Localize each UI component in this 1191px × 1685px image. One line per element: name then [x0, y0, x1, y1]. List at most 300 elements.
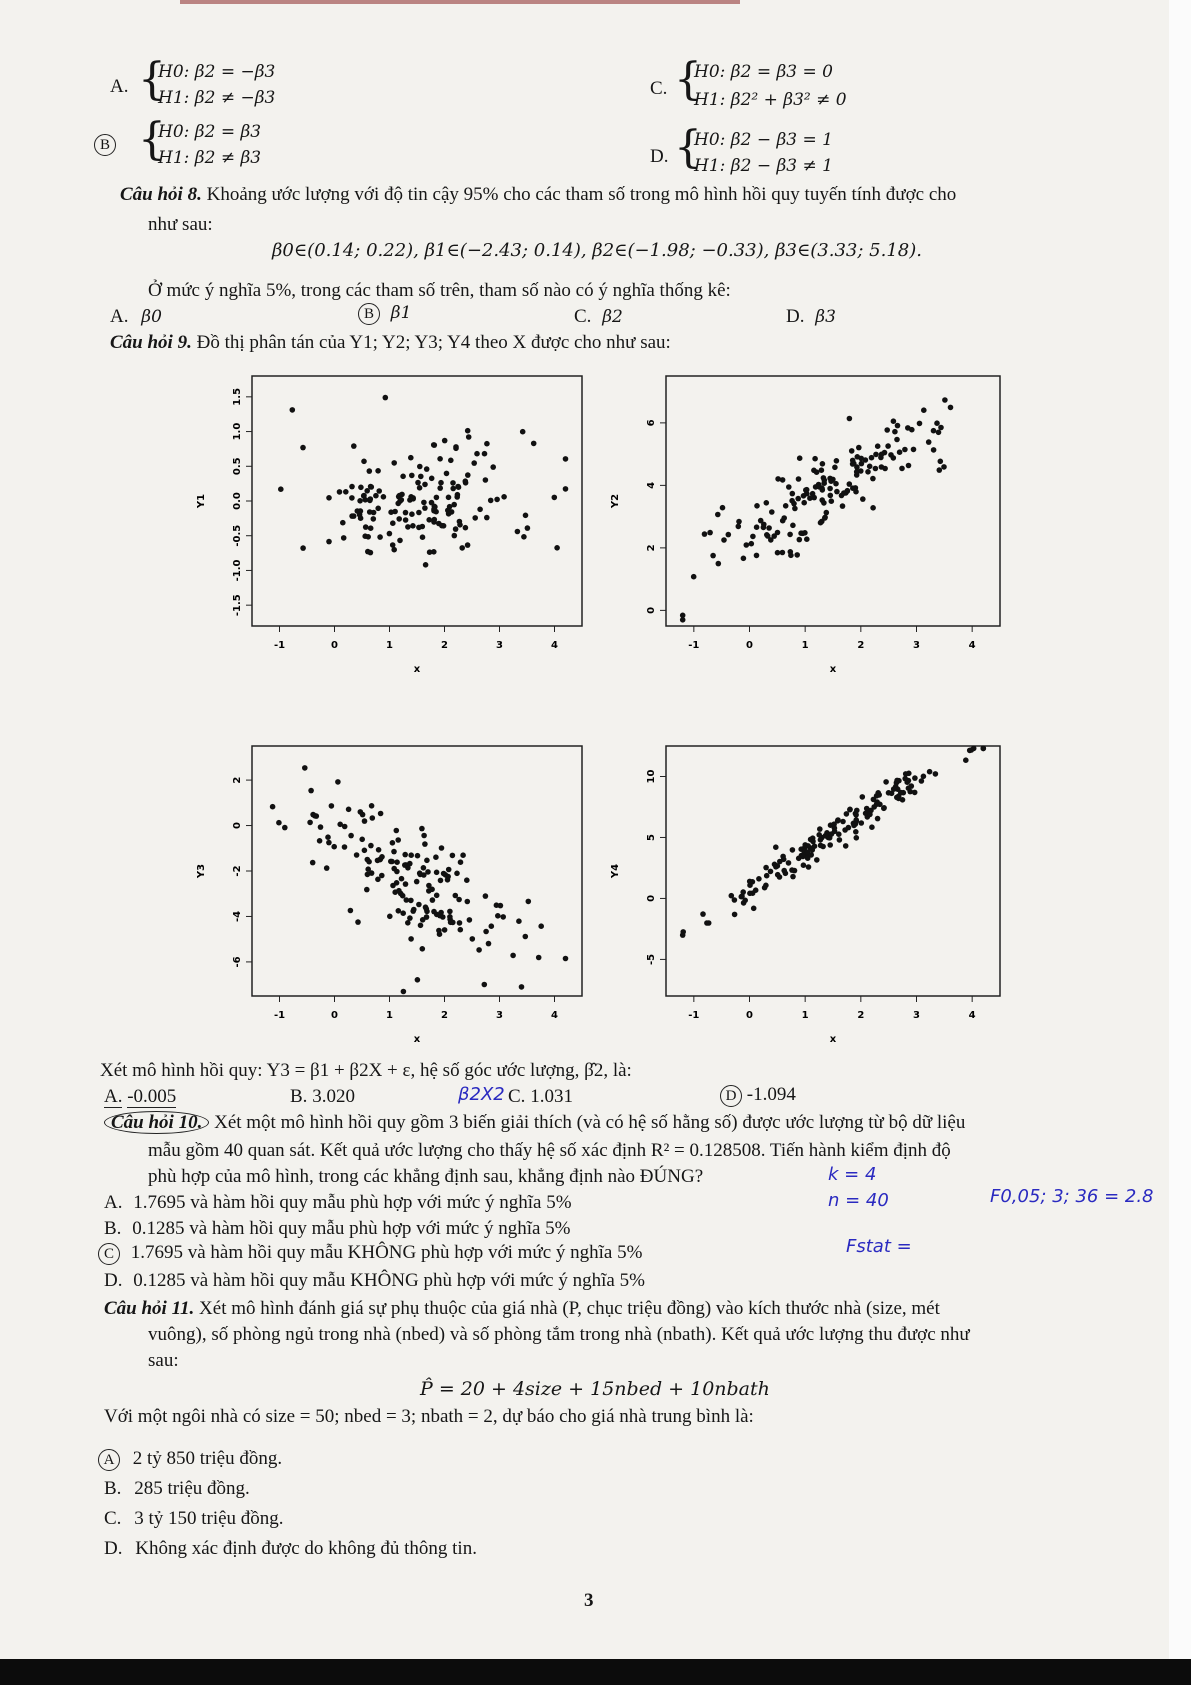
y-tick-label: -4 [232, 910, 243, 923]
y-tick-label: 0.5 [232, 457, 243, 476]
data-point [563, 486, 569, 492]
data-point [849, 448, 855, 454]
data-point [876, 792, 882, 798]
data-point [847, 416, 853, 422]
y-axis-label: Y2 [610, 493, 621, 509]
data-point [769, 509, 775, 515]
data-point [521, 534, 527, 540]
data-point [427, 549, 433, 555]
x-axis-label: x [413, 1034, 421, 1045]
q11-text2: vuông), số phòng ngủ trong nhà (nbed) và số phòng tắm trong nhà (nbath). Kết quả ước lượng thu được như [148, 1324, 970, 1345]
data-point [756, 876, 762, 882]
data-point [794, 552, 800, 558]
data-point [780, 550, 786, 556]
y-tick-label: 0 [646, 606, 657, 614]
data-point [431, 442, 437, 448]
data-point [536, 955, 542, 961]
y-tick-label: -5 [646, 953, 657, 965]
data-point [523, 513, 529, 519]
x-axis-label: x [829, 1034, 837, 1045]
data-point [931, 447, 937, 453]
data-point [346, 807, 352, 813]
q11-line1 [104, 1298, 940, 1320]
data-point [399, 497, 405, 503]
data-point [881, 805, 887, 811]
data-point [853, 489, 859, 495]
data-point [340, 520, 346, 526]
data-point [495, 913, 501, 919]
data-point [919, 778, 925, 784]
data-point [369, 870, 375, 876]
data-point [421, 833, 427, 839]
data-point [820, 487, 826, 493]
data-point [933, 771, 939, 777]
data-point [387, 914, 393, 920]
q8-option-b[interactable]: B β1 [358, 302, 411, 325]
data-point [390, 840, 396, 846]
data-point [792, 506, 798, 512]
data-point [471, 460, 477, 466]
data-point [818, 520, 824, 526]
data-point [486, 941, 492, 947]
data-point [829, 498, 835, 504]
data-point [902, 447, 908, 453]
q8-intervals: β0∈(0.14; 0.22), β1∈(−2.43; 0.14), β2∈(−1.98; −0.33), β3∈(3.33; 5.18). [272, 240, 922, 261]
data-point [702, 531, 708, 537]
data-point [883, 779, 889, 785]
data-point [368, 496, 374, 502]
data-point [394, 869, 400, 875]
data-point [378, 811, 384, 817]
data-point [931, 428, 937, 434]
data-point [886, 790, 892, 796]
data-point [855, 454, 861, 460]
data-point [707, 530, 713, 536]
data-point [754, 503, 760, 509]
y-tick-label: 0 [646, 894, 657, 902]
data-point [397, 538, 403, 544]
data-point [834, 489, 840, 495]
data-point [764, 500, 770, 506]
q10-option-c[interactable]: C 1.7695 và hàm hồi quy mẫu KHÔNG phù hợp với mức ý nghĩa 5% [98, 1242, 642, 1265]
data-point [409, 511, 415, 517]
data-point [419, 826, 425, 832]
data-point [465, 472, 471, 478]
data-point [326, 840, 332, 846]
data-point [375, 858, 381, 864]
data-point [892, 429, 898, 435]
q11-title: Câu hỏi 11. [104, 1298, 195, 1319]
data-point [308, 788, 314, 794]
q8-option-a[interactable]: A. β0 [110, 306, 162, 327]
data-point [389, 859, 395, 865]
data-point [921, 407, 927, 413]
q11-option-b[interactable]: B. 285 triệu đồng. [104, 1478, 250, 1499]
data-point [441, 523, 447, 529]
selected-answer-mark: C [98, 1243, 120, 1265]
y-tick-label: 1.5 [232, 387, 243, 406]
data-point [410, 523, 416, 529]
q10-handwriting-fstat: Fstat = [846, 1236, 912, 1257]
data-point [835, 817, 841, 823]
data-point [842, 827, 848, 833]
data-point [899, 466, 905, 472]
data-point [422, 841, 428, 847]
data-point [869, 455, 875, 461]
x-tick-label: 3 [913, 1010, 920, 1021]
q10-text3: phù hợp của mô hình, trong các khẳng định sau, khẳng định nào ĐÚNG? [148, 1166, 704, 1187]
data-point [860, 794, 866, 800]
data-point [375, 468, 381, 474]
data-point [390, 520, 396, 526]
data-point [847, 481, 853, 487]
q9-option-c[interactable]: C. 1.031 [508, 1086, 573, 1107]
data-point [850, 458, 856, 464]
data-point [912, 775, 918, 781]
data-point [472, 515, 478, 521]
data-point [466, 434, 472, 440]
data-point [446, 867, 452, 873]
data-point [856, 445, 862, 451]
x-tick-label: 0 [331, 640, 338, 651]
data-point [387, 531, 393, 537]
data-point [444, 471, 450, 477]
data-point [736, 524, 742, 530]
y-tick-label: 1.0 [232, 422, 243, 441]
data-point [362, 533, 368, 539]
q11-option-d[interactable]: D. Không xác định được do không đủ thông tin. [104, 1538, 477, 1559]
data-point [867, 464, 873, 470]
y-tick-label: -2 [232, 865, 243, 877]
data-point [832, 825, 838, 831]
data-point [907, 789, 913, 795]
q9-option-b[interactable]: B. 3.020 [290, 1086, 355, 1107]
data-point [362, 818, 368, 824]
data-point [525, 525, 531, 531]
data-point [403, 510, 409, 516]
data-point [337, 489, 343, 495]
data-point [325, 834, 331, 840]
data-point [865, 469, 871, 475]
data-point [854, 808, 860, 814]
data-point [422, 505, 428, 511]
data-point [426, 517, 432, 523]
data-point [810, 491, 816, 497]
data-point [375, 877, 381, 883]
data-point [754, 524, 760, 530]
data-point [843, 843, 849, 849]
data-point [405, 524, 411, 530]
q10-text1: Xét một mô hình hồi quy gồm 3 biến giải thích (và có hệ số hằng số) được ước lượng từ bộ dữ liệu [214, 1112, 966, 1133]
data-point [763, 865, 769, 871]
x-tick-label: 0 [746, 1010, 753, 1021]
x-tick-label: 2 [857, 1010, 865, 1021]
data-point [402, 862, 408, 868]
q8-option-c[interactable]: C. β2 [574, 306, 623, 327]
x-tick-label: -1 [688, 640, 700, 651]
data-point [367, 468, 373, 474]
data-point [768, 537, 774, 543]
data-point [455, 492, 461, 498]
data-point [437, 456, 443, 462]
q9-option-a[interactable]: A. -0.005 [104, 1086, 177, 1107]
data-point [821, 500, 827, 506]
y-tick-label: 2 [232, 776, 243, 784]
points [680, 746, 986, 938]
data-point [775, 550, 781, 556]
data-point [870, 476, 876, 482]
data-point [474, 451, 480, 457]
data-point [437, 485, 443, 491]
data-point [418, 923, 424, 929]
data-point [418, 474, 424, 480]
data-point [424, 466, 430, 472]
data-point [394, 859, 400, 865]
data-point [895, 423, 901, 429]
data-point [891, 786, 897, 792]
data-point [720, 505, 726, 511]
data-point [937, 467, 943, 473]
data-point [420, 534, 426, 540]
data-point [812, 456, 818, 462]
data-point [822, 477, 828, 483]
y-tick-label: 6 [646, 419, 657, 427]
data-point [433, 854, 439, 860]
data-point [927, 769, 933, 775]
data-point [460, 852, 466, 858]
data-point [775, 872, 781, 878]
data-point [749, 541, 755, 547]
y-tick-label: 10 [646, 769, 657, 784]
data-point [787, 532, 793, 538]
data-point [302, 765, 308, 771]
data-point [437, 913, 443, 919]
data-point [859, 461, 865, 467]
data-point [483, 477, 489, 483]
data-point [300, 445, 306, 451]
data-point [894, 778, 900, 784]
data-point [355, 508, 361, 514]
data-point [371, 516, 377, 522]
data-point [442, 438, 448, 444]
data-point [331, 844, 337, 850]
data-point [358, 515, 364, 521]
data-point [409, 473, 415, 479]
q8-text2: như sau: [148, 214, 213, 235]
data-point [981, 746, 987, 752]
data-point [773, 844, 779, 850]
data-point [790, 847, 796, 853]
data-point [836, 831, 842, 837]
data-point [351, 443, 357, 449]
data-point [362, 848, 368, 854]
data-point [423, 904, 429, 910]
data-point [376, 488, 382, 494]
data-point [796, 476, 802, 482]
data-point [828, 493, 834, 499]
data-point [364, 488, 370, 494]
data-point [736, 519, 742, 525]
data-point [349, 484, 355, 490]
page-number: 3 [584, 1590, 594, 1611]
points [278, 395, 568, 568]
data-point [840, 819, 846, 825]
x-tick-label: 2 [441, 1010, 448, 1021]
data-point [484, 515, 490, 521]
data-point [563, 956, 569, 962]
page-bottom-edge [0, 1659, 1191, 1685]
brace: { [674, 54, 702, 105]
data-point [463, 525, 469, 531]
data-point [467, 917, 473, 923]
plot-frame [252, 376, 582, 626]
data-point [798, 530, 804, 536]
data-point [270, 804, 276, 810]
data-point [795, 496, 801, 502]
q9-model: Xét mô hình hồi quy: Y3 = β1 + β2X + ε, hệ số góc ước lượng, β̂2, là: [100, 1060, 632, 1081]
data-point [434, 893, 440, 899]
data-point [729, 893, 735, 899]
q9-text: Đồ thị phân tán của Y1; Y2; Y3; Y4 theo X được cho như sau: [196, 332, 671, 353]
scatter-y3 [180, 740, 600, 1050]
data-point [788, 549, 794, 555]
plot-frame [252, 746, 582, 996]
y-axis-label: Y1 [196, 493, 207, 509]
data-point [300, 545, 306, 551]
data-point [369, 484, 375, 490]
data-point [884, 427, 890, 433]
data-point [476, 947, 482, 953]
data-point [463, 478, 469, 484]
data-point [860, 496, 866, 502]
data-point [744, 542, 750, 548]
x-tick-label: 0 [746, 640, 753, 651]
data-point [448, 458, 454, 464]
data-point [942, 397, 948, 403]
data-point [871, 797, 877, 803]
data-point [414, 879, 420, 885]
x-tick-label: 1 [801, 640, 809, 651]
data-point [348, 833, 354, 839]
selected-answer-mark: B [358, 303, 380, 325]
y-tick-label: -0.5 [232, 524, 243, 547]
q10-option-d[interactable]: D. 0.1285 và hàm hồi quy mẫu KHÔNG phù hợp với mức ý nghĩa 5% [104, 1270, 645, 1291]
data-point [420, 917, 426, 923]
data-point [823, 833, 829, 839]
data-point [790, 491, 796, 497]
data-point [789, 498, 795, 504]
data-point [416, 902, 422, 908]
x-tick-label: 1 [801, 1010, 809, 1021]
data-point [456, 484, 462, 490]
data-point [520, 429, 526, 435]
data-point [417, 872, 423, 878]
data-point [859, 820, 865, 826]
q11-option-a[interactable]: A 2 tỷ 850 triệu đồng. [98, 1448, 282, 1471]
y-tick-label: -1.0 [232, 559, 243, 582]
q10-option-a[interactable]: A. 1.7695 và hàm hồi quy mẫu phù hợp với mức ý nghĩa 5% [104, 1192, 572, 1213]
data-point [422, 482, 428, 488]
data-point [786, 484, 792, 490]
data-point [820, 461, 826, 467]
data-point [375, 506, 381, 512]
data-point [783, 503, 789, 509]
data-point [483, 893, 489, 899]
data-point [552, 495, 558, 501]
data-point [465, 899, 471, 905]
data-point [411, 907, 417, 913]
q9-option-d[interactable]: D -1.094 [720, 1084, 796, 1107]
data-point [515, 529, 521, 535]
q8-option-d[interactable]: D. β3 [786, 306, 836, 327]
x-tick-label: -1 [688, 1010, 700, 1021]
data-point [941, 464, 947, 470]
plot-frame [666, 746, 1000, 996]
data-point [726, 532, 732, 538]
x-tick-label: 3 [496, 640, 503, 651]
data-point [415, 977, 421, 983]
y-tick-label: 0.0 [232, 492, 243, 510]
data-point [772, 862, 778, 868]
data-point [307, 820, 313, 826]
data-point [490, 464, 496, 470]
q11-option-c[interactable]: C. 3 tỷ 150 triệu đồng. [104, 1508, 284, 1529]
data-point [750, 534, 756, 540]
data-point [691, 574, 697, 580]
data-point [337, 822, 343, 828]
data-point [873, 452, 879, 458]
data-point [834, 458, 840, 464]
data-point [494, 497, 500, 503]
data-point [377, 534, 383, 540]
x-tick-label: -1 [273, 640, 286, 651]
data-point [360, 812, 366, 818]
data-point [867, 812, 873, 818]
data-point [431, 519, 437, 525]
x-tick-label: 4 [968, 640, 976, 651]
data-point [391, 460, 397, 466]
data-point [801, 500, 807, 506]
data-point [415, 853, 421, 859]
data-point [917, 421, 923, 427]
data-point [680, 613, 686, 619]
data-point [373, 493, 379, 499]
q10-handwriting-f: F0,05; 3; 36 = 2.8 [990, 1186, 1154, 1207]
data-point [312, 813, 318, 819]
q9-handwriting: β2X2 [458, 1084, 505, 1105]
data-point [847, 807, 853, 813]
data-point [394, 828, 400, 834]
y-axis-label: Y3 [196, 863, 207, 879]
data-point [348, 908, 354, 914]
data-point [417, 464, 423, 470]
q8-line1 [120, 184, 956, 206]
data-point [814, 469, 820, 475]
data-point [741, 556, 747, 562]
x-tick-label: 2 [857, 640, 865, 651]
data-point [797, 455, 803, 461]
q10-option-b[interactable]: B. 0.1285 và hàm hồi quy mẫu phù hợp với mức ý nghĩa 5% [104, 1218, 571, 1239]
data-point [434, 495, 440, 501]
data-point [429, 500, 435, 506]
data-point [477, 507, 483, 513]
x-tick-label: 3 [496, 1010, 503, 1021]
data-point [747, 891, 753, 897]
data-point [840, 503, 846, 509]
data-point [875, 443, 881, 449]
scatter-y1 [180, 370, 600, 680]
data-point [400, 474, 406, 480]
